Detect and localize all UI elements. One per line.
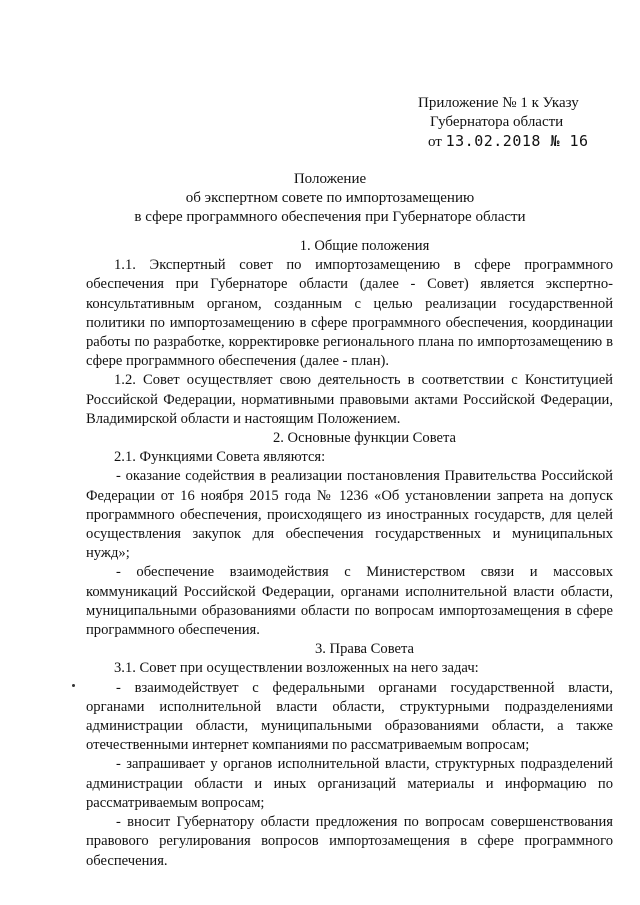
list-item-3-1-c: - вносит Губернатору области предложения по вопросам совершенствования правового регулирования вопросов импортозамещения в сфере программного обеспечения. [86, 814, 613, 869]
title-line-2: об экспертном совете по импортозамещению [185, 190, 475, 206]
title-line-1: Положение [293, 171, 367, 187]
appendix-header [418, 94, 608, 152]
section-1-heading: 1. Общие положения [299, 238, 430, 254]
document-body [86, 237, 613, 871]
scan-speck [72, 684, 75, 687]
appendix-date-line [418, 132, 608, 152]
appendix-line-2: Губернатора области [430, 114, 564, 130]
section-3-heading: 3. Права Совета [314, 641, 415, 658]
paragraph-1-1: 1.1. Экспертный совет по импортозамещению в сфере программного обеспечения при Губернаторе области (далее - Совет) является экспертно-консультативным органом, созданным с целью реализации государственной политики по импортозамещению в сфере программного обеспечения, координации работы по разработке, корректировке регионального плана по импортозамещению в сфере программного обеспечения (далее - план). [86, 257, 613, 370]
list-item-2-1-b: - обеспечение взаимодействия с Министерством связи и массовых коммуникаций Российской Федерации, органами исполнительной власти области, муниципальными образованиями области по вопросам импортозамещения в сфере программного обеспечения. [86, 564, 613, 639]
section-2-heading: 2. Основные функции Совета [272, 430, 457, 447]
paragraph-3-1: 3.1. Совет при осуществлении возложенных на него задач: [114, 660, 479, 677]
appendix-date-prefix: от [428, 134, 446, 150]
appendix-line-1: Приложение № 1 к Указу [418, 95, 579, 111]
title-line-3: в сфере программного обеспечения при Губернаторе области [134, 209, 526, 225]
document-title [80, 170, 580, 227]
paragraph-2-1: 2.1. Функциями Совета являются: [114, 449, 326, 466]
list-item-2-1-a: - оказание содействия в реализации постановления Правительства Российской Федерации от 16 ноября 2015 года № 1236 «Об установлении запрета на допуск программного обеспечения, происходящего из иностранных государств, для целей осуществления закупок для обеспечения государственных и муниципальных нужд»; [86, 468, 613, 562]
list-item-3-1-b: - запрашивает у органов исполнительной власти, структурных подразделений администрации области и иных организаций материалы и информацию по рассматриваемым вопросам; [86, 756, 613, 811]
list-item-3-1-a: - взаимодействует с федеральными органами государственной власти, органами исполнительной власти области, структурными подразделениями администрации области, муниципальными образованиями области, а также отечественными интернет компаниями по рассматриваемым вопросам; [86, 679, 613, 754]
paragraph-1-2: 1.2. Совет осуществляет свою деятельность в соответствии с Конституцией Российской Федерации, нормативными правовыми актами Российской Федерации, Владимирской области и настоящим Положением. [86, 372, 613, 427]
appendix-date-stamp: 13.02.2018 № 16 [445, 132, 589, 150]
